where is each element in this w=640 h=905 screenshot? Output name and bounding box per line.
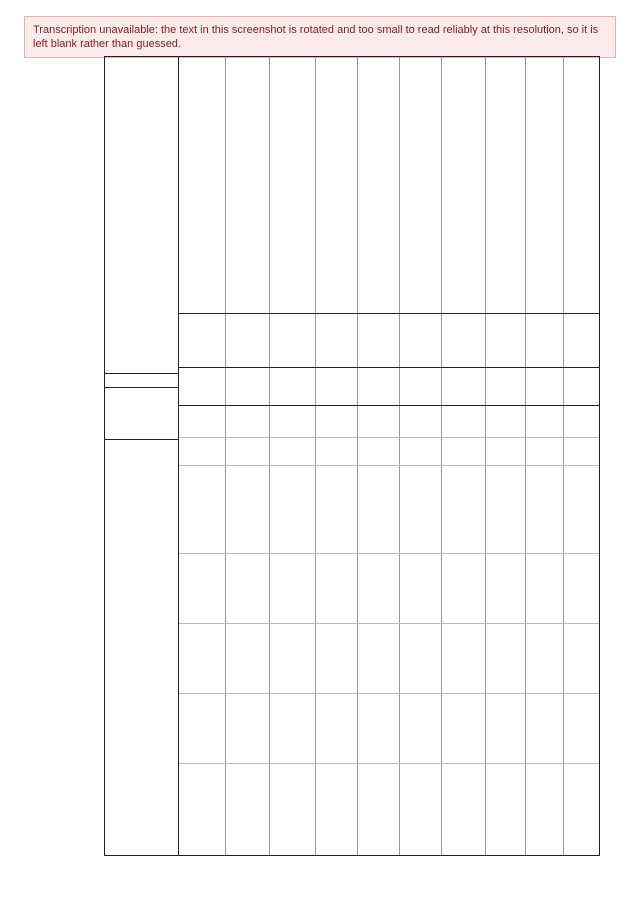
header-divider bbox=[105, 387, 178, 388]
column-divider bbox=[179, 623, 599, 624]
column-divider bbox=[179, 367, 599, 368]
row-divider bbox=[441, 57, 442, 855]
column-divider bbox=[179, 437, 599, 438]
page-number bbox=[28, 338, 38, 348]
row-divider bbox=[315, 57, 316, 855]
table-header bbox=[105, 57, 179, 855]
column-divider bbox=[179, 405, 599, 406]
row-divider bbox=[485, 57, 486, 855]
row-divider bbox=[525, 57, 526, 855]
column-divider bbox=[179, 763, 599, 764]
column-divider bbox=[179, 313, 599, 314]
header-divider bbox=[105, 373, 178, 374]
table-body bbox=[179, 57, 599, 855]
header-divider bbox=[105, 439, 178, 440]
data-table bbox=[104, 56, 600, 856]
row-divider bbox=[225, 57, 226, 855]
transcription-notice: Transcription unavailable: the text in this screenshot is rotated and too small to read reliably at this resolution, so it is left blank rather than guessed. bbox=[24, 16, 616, 58]
row-divider bbox=[357, 57, 358, 855]
column-divider bbox=[179, 693, 599, 694]
column-divider bbox=[179, 553, 599, 554]
column-divider bbox=[179, 465, 599, 466]
row-divider bbox=[269, 57, 270, 855]
row-divider bbox=[399, 57, 400, 855]
row-divider bbox=[563, 57, 564, 855]
